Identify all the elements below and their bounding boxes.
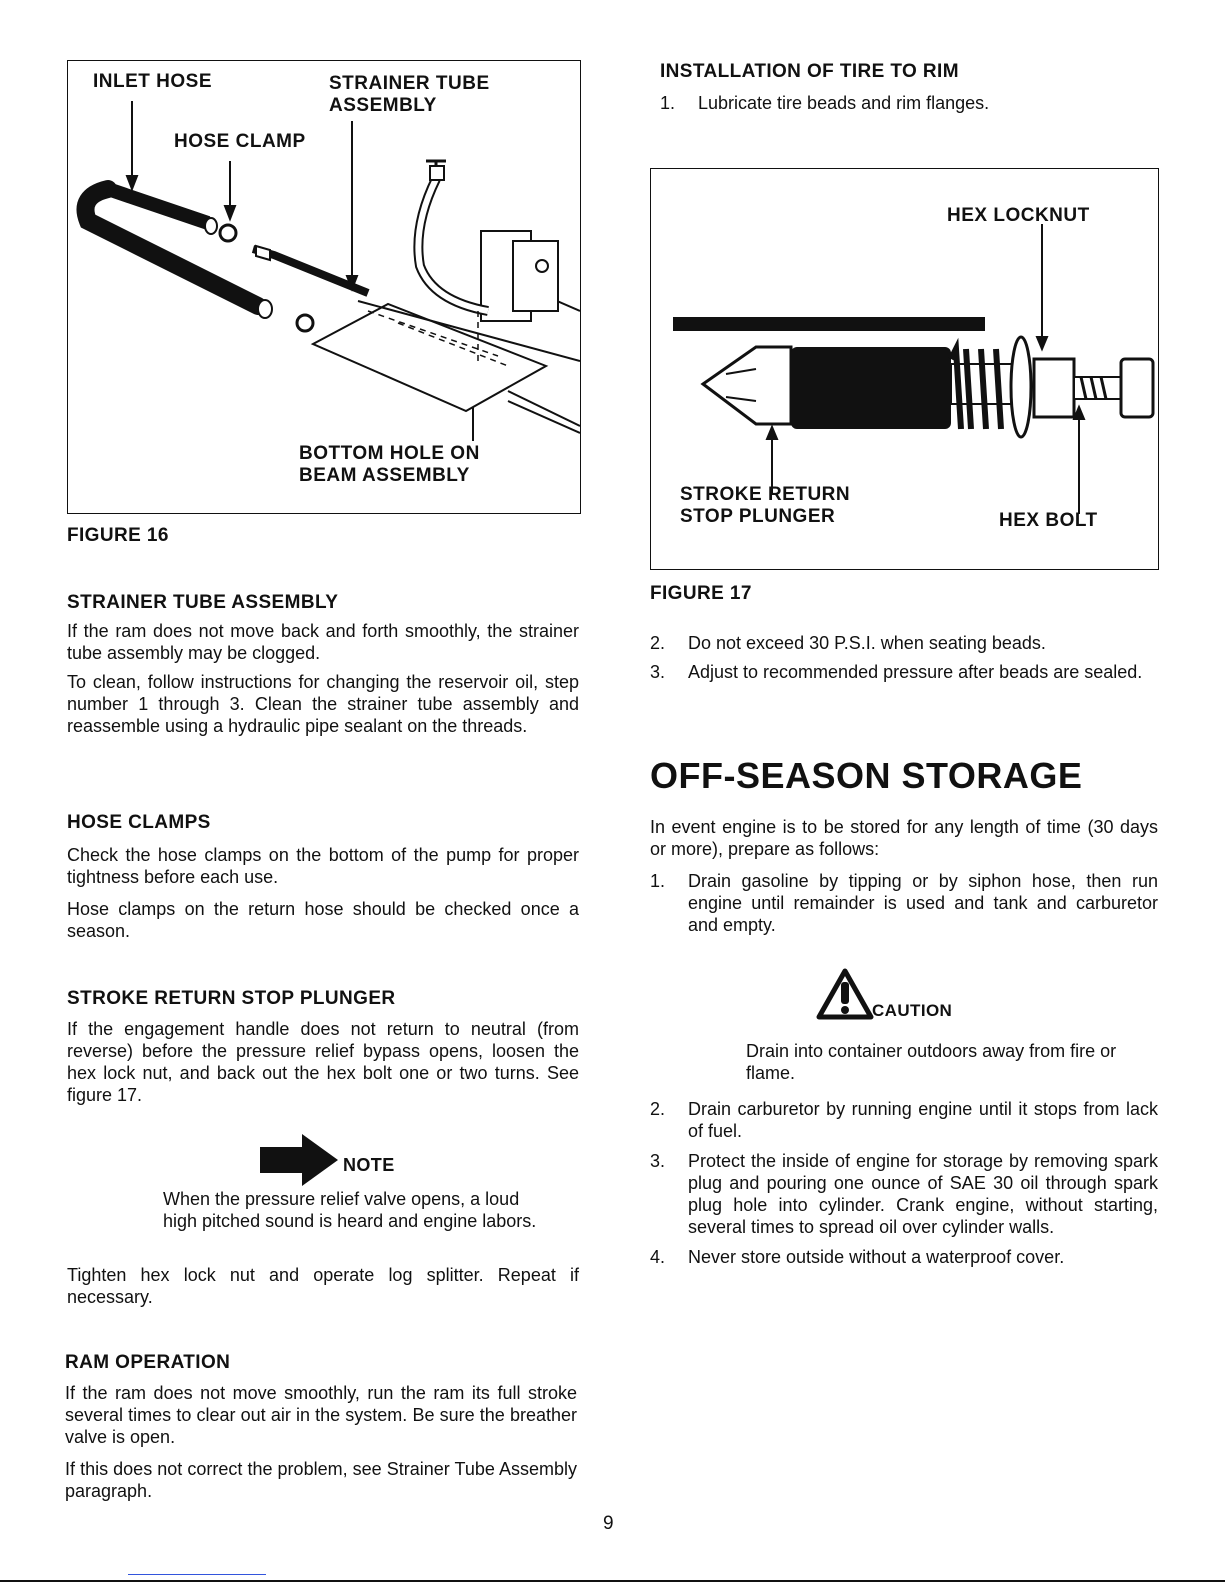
label-bottom-hole: BOTTOM HOLE ON BEAM ASSEMBLY [299, 443, 480, 486]
note-label: NOTE [343, 1155, 395, 1175]
paragraph: To clean, follow instructions for changing the reservoir oil, step number 1 through 3. Clean the strainer tube assembly and reassemble using a hydraulic pipe sealant on the threads. [67, 672, 579, 736]
storage-step-2: 2. Drain carburetor by running engine until it stops from lack of fuel. [650, 1099, 1158, 1141]
section-hose-clamps [67, 812, 579, 942]
storage-step-1: 1. Drain gasoline by tipping or by siphon hose, then run engine until remainder is used and tank and carburetor and empty. [650, 871, 1158, 935]
storage-step-4: 4. Never store outside without a waterproof cover. [650, 1247, 1065, 1267]
tire-step-3: 3. Adjust to recommended pressure after beads are sealed. [650, 662, 1143, 682]
note-block [67, 1106, 579, 1234]
paragraph: If the ram does not move back and forth smoothly, the strainer tube assembly may be clogged. [67, 621, 579, 663]
storage-intro: In event engine is to be stored for any length of time (30 days or more), prepare as follows: [650, 817, 1158, 859]
caution-block [650, 936, 1158, 1086]
paragraph: Check the hose clamps on the bottom of the pump for proper tightness before each use. [67, 845, 579, 887]
tire-step-2: 2. Do not exceed 30 P.S.I. when seating beads. [650, 633, 1046, 653]
note-text: When the pressure relief valve opens, a loud high pitched sound is heard and engine labors. [163, 1189, 537, 1231]
storage-step-3: 3. Protect the inside of engine for storage by removing spark plug and pouring one ounce of SAE 30 oil through spark plug hole into cylinder. Crank engine, without starting, several times to spread oil over cylinder walls. [650, 1151, 1158, 1237]
label-strainer-tube: STRAINER TUBE ASSEMBLY [329, 73, 490, 116]
caution-text: Drain into container outdoors away from fire or flame. [746, 1041, 1117, 1083]
heading-tire-installation: INSTALLATION OF TIRE TO RIM [660, 61, 959, 82]
tire-steps-continued [650, 632, 1158, 683]
section-off-season-storage [650, 816, 1158, 1268]
tire-step-1: 1. Lubricate tire beads and rim flanges. [660, 93, 990, 113]
arrow-right-icon [260, 1134, 340, 1186]
label-stroke-return-stop-plunger: STROKE RETURN STOP PLUNGER [680, 484, 851, 527]
section-stroke-return [67, 988, 579, 1308]
heading-off-season-storage: OFF-SEASON STORAGE [650, 755, 1083, 796]
heading-strainer-tube: STRAINER TUBE ASSEMBLY [67, 592, 339, 613]
paragraph: If the engagement handle does not return to neutral (from reverse) before the pressure relief bypass opens, loosen the hex lock nut, and back out the hex bolt one or two turns. See figure 17. [67, 1019, 579, 1105]
label-inlet-hose: INLET HOSE [93, 71, 213, 92]
bottom-border [0, 1580, 1225, 1582]
blue-mark [128, 1574, 266, 1575]
page-number: 9 [603, 1513, 614, 1534]
section-strainer-tube [67, 592, 579, 737]
heading-hose-clamps: HOSE CLAMPS [67, 812, 211, 833]
warning-triangle-icon [816, 968, 874, 1020]
figure-16-caption: FIGURE 16 [67, 525, 169, 546]
caution-label: CAUTION [872, 1001, 953, 1020]
paragraph: If this does not correct the problem, see Strainer Tube Assembly paragraph. [65, 1459, 577, 1501]
label-hex-locknut: HEX LOCKNUT [947, 205, 1090, 226]
paragraph: Tighten hex lock nut and operate log splitter. Repeat if necessary. [67, 1265, 579, 1307]
label-hex-bolt: HEX BOLT [999, 510, 1098, 531]
paragraph: If the ram does not move smoothly, run the ram its full stroke several times to clear out air in the system. Be sure the breather valve is open. [65, 1383, 577, 1447]
figure-17 [650, 168, 1159, 570]
label-hose-clamp: HOSE CLAMP [174, 131, 306, 152]
heading-ram-operation: RAM OPERATION [65, 1352, 231, 1373]
paragraph: Hose clamps on the return hose should be checked once a season. [67, 899, 579, 941]
heading-stroke-return: STROKE RETURN STOP PLUNGER [67, 988, 396, 1009]
section-ram-operation [65, 1352, 577, 1502]
figure-16 [67, 60, 581, 514]
figure-17-caption: FIGURE 17 [650, 583, 752, 604]
